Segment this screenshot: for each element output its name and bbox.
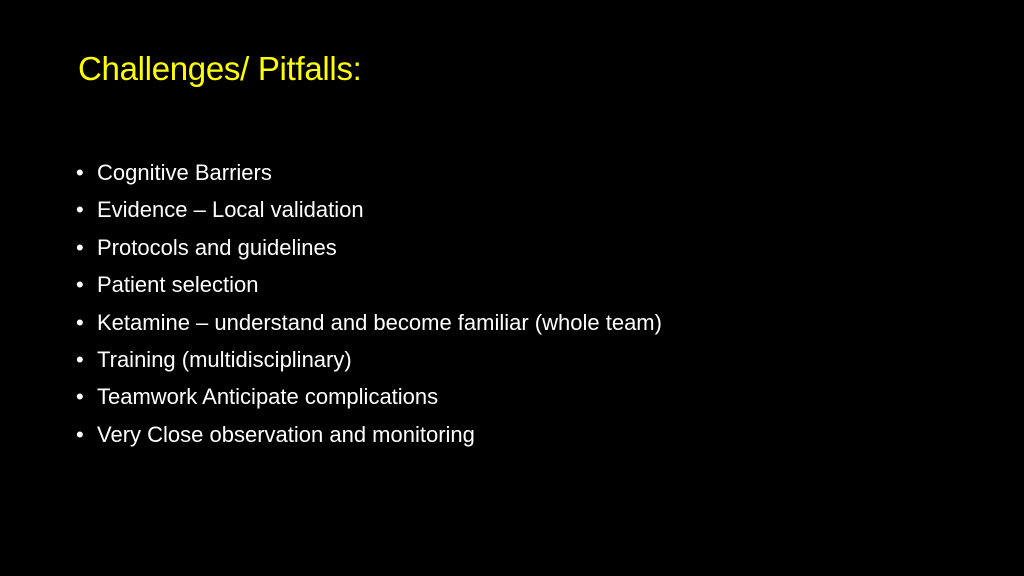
list-item	[76, 197, 662, 234]
list-item	[76, 235, 662, 272]
list-item-text: Training (multidisciplinary)	[97, 346, 352, 372]
bullet-icon: •	[76, 309, 84, 335]
list-item	[76, 347, 662, 384]
list-item	[76, 422, 662, 459]
list-item	[76, 272, 662, 309]
list-item-text: Protocols and guidelines	[97, 234, 337, 260]
list-item	[76, 160, 662, 197]
list-item-text: Teamwork Anticipate complications	[97, 384, 439, 410]
bullet-icon: •	[76, 272, 84, 298]
list-item	[76, 310, 662, 347]
list-item-text: Cognitive Barriers	[97, 160, 272, 185]
bullet-icon: •	[76, 421, 84, 447]
bullet-icon: •	[76, 346, 84, 372]
bullet-icon: •	[76, 384, 84, 410]
bullet-list	[76, 160, 662, 459]
list-item-text: Very Close observation and monitoring	[97, 421, 475, 447]
list-item	[76, 384, 662, 421]
list-item-text: Evidence – Local validation	[97, 197, 364, 223]
list-item-text: Ketamine – understand and become familiar (whole team)	[97, 309, 662, 335]
bullet-icon: •	[76, 197, 84, 223]
list-item-text: Patient selection	[97, 272, 259, 298]
bullet-icon: •	[76, 160, 84, 185]
bullet-icon: •	[76, 234, 84, 260]
slide-title: Challenges/ Pitfalls:	[78, 50, 362, 87]
